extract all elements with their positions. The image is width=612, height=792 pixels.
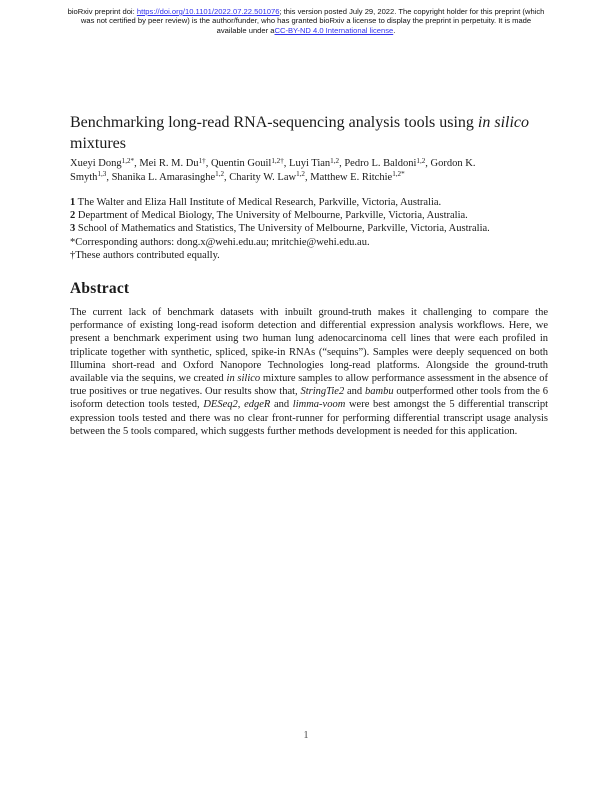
text-segment: and xyxy=(344,386,365,398)
text-segment: , Gordon K. xyxy=(425,158,476,169)
text-segment: 1,2† xyxy=(271,156,284,165)
affiliation-line-3 xyxy=(70,222,554,235)
text-segment: , Pedro L. Baldoni xyxy=(339,158,417,169)
text-segment: bambu xyxy=(364,386,394,398)
abstract-text xyxy=(70,306,548,438)
text-segment: School of Mathematics and Statistics, The University of Melbourne, Parkville, Victoria, Australia. xyxy=(75,223,490,235)
text-segment: . xyxy=(393,25,396,35)
text-segment: mixture samples to allow performance assessment in the absence of true positives or true negatives. Our results show that, xyxy=(70,373,548,398)
text-segment: , Shanika L. Amarasinghe xyxy=(106,171,216,183)
text-segment: was not certified by peer review) is the author/funder, who has granted bioRxiv a license to display the preprint in perpetuity. It is made xyxy=(80,16,532,26)
text-segment: and xyxy=(270,399,293,411)
text-segment: Smyth xyxy=(70,171,98,183)
text-segment: DESeq2 xyxy=(203,399,238,411)
header-line-3 xyxy=(36,26,576,35)
text-segment: †These authors contributed equally. xyxy=(70,249,220,261)
doi-link[interactable]: https://doi.org/10.1101/2022.07.22.501076 xyxy=(136,7,280,16)
text-segment: , Matthew E. Ritchie xyxy=(304,171,393,183)
text-segment: Xueyi Dong xyxy=(70,158,122,169)
text-segment: 1,2 xyxy=(416,156,426,165)
text-segment: 3 xyxy=(70,223,76,235)
text-segment: , xyxy=(237,399,245,411)
affiliation-line-1 xyxy=(70,196,554,209)
text-segment: Benchmarking long-read RNA-sequencing analysis tools using xyxy=(70,114,478,131)
text-segment: 1† xyxy=(198,156,206,165)
header-line-2 xyxy=(36,16,576,25)
text-segment: , Quentin Gouil xyxy=(205,158,272,169)
text-segment: The Walter and Eliza Hall Institute of Medical Research, Parkville, Victoria, Australia. xyxy=(75,197,442,208)
text-segment: were best amongst the 5 differential transcript expression tools tested and there was no clear front-runner for performing differential transcript usage analysis between the 5 tools compared, which suggests further methods development is needed for this application. xyxy=(70,399,549,437)
text-segment: outperformed other tools from the 6 isoform detection tools tested, xyxy=(70,386,548,411)
header-line-1 xyxy=(36,7,576,16)
text-segment: , Charity W. Law xyxy=(224,171,297,183)
text-segment: 2 xyxy=(70,210,76,222)
text-segment: *Corresponding authors: dong.x@wehi.edu.au; mritchie@wehi.edu.au. xyxy=(70,236,370,248)
text-segment: Department of Medical Biology, The University of Melbourne, Parkville, Victoria, Australia. xyxy=(75,210,468,222)
text-segment: 1,2* xyxy=(121,156,135,165)
text-segment: 1,3 xyxy=(97,170,107,179)
text-segment: , Mei R. M. Du xyxy=(134,158,199,169)
text-segment: StringTie2 xyxy=(300,386,345,398)
text-segment: 1,2* xyxy=(392,170,405,179)
page-number: 1 xyxy=(303,730,309,741)
equal-contribution-line xyxy=(70,249,554,262)
text-segment: , Luyi Tian xyxy=(283,158,331,169)
text-segment: ; this version posted July 29, 2022. The copyright holder for this preprint (which xyxy=(279,7,545,16)
text-segment: 1,2 xyxy=(215,170,225,179)
text-segment: limma-voom xyxy=(292,399,346,411)
text-segment: mixtures xyxy=(70,135,126,152)
affiliation-line-2 xyxy=(70,209,554,222)
abstract-heading: Abstract xyxy=(70,280,130,297)
text-segment: available under a xyxy=(216,25,275,35)
license-link[interactable]: CC-BY-ND 4.0 International license xyxy=(274,25,394,35)
text-segment: edgeR xyxy=(244,399,271,411)
text-segment: 1,2 xyxy=(296,170,305,179)
corresponding-authors-line xyxy=(70,236,554,249)
text-segment: in silico xyxy=(226,373,261,385)
affiliations-block xyxy=(70,196,554,262)
paper-title xyxy=(70,112,570,154)
text-segment: bioRxiv preprint doi: xyxy=(67,7,137,16)
text-segment: in silico xyxy=(477,114,530,131)
biorxiv-header-notice xyxy=(36,7,576,35)
author-list xyxy=(70,157,554,184)
text-segment: 1,2 xyxy=(330,156,340,165)
text-segment: The current lack of benchmark datasets with inbuilt ground-truth makes it challenging to compare the performance of existing long-read isoform detection and differential expression analysis workflows. Here, we present a benchmark experiment using two human lung adenocarcinoma cell lines that were each profiled in triplicate together with synthetic, spliced, spike-in RNAs (“sequins”). Samples were deeply sequenced on both Illumina short-read and Oxford Nanopore Technologies long-read platforms. Alongside the ground-truth available via the sequins, we created xyxy=(70,307,548,385)
text-segment: 1 xyxy=(70,197,76,208)
